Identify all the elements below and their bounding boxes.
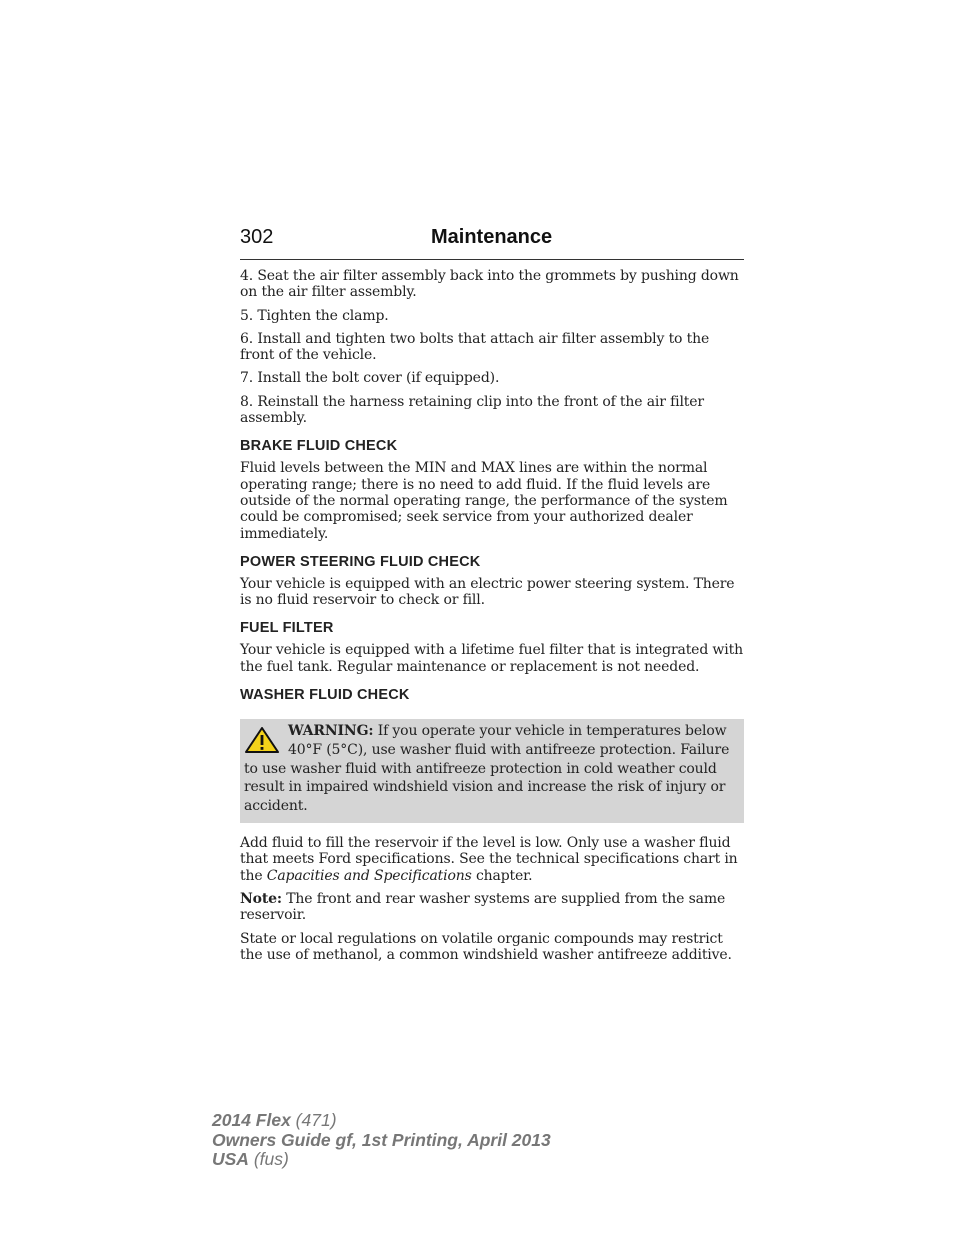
add-fluid-post: chapter. xyxy=(471,867,533,884)
footer-model-line xyxy=(212,1111,551,1131)
fuel-filter-heading: FUEL FILTER xyxy=(240,620,334,637)
footer-region-code: (fus) xyxy=(248,1149,289,1169)
footer-region: USA xyxy=(212,1149,249,1169)
page-header xyxy=(240,226,744,260)
footer-model-code: (471) xyxy=(290,1110,337,1130)
step-6: 6. Install and tighten two bolts that attach air filter assembly to the front of the vehicle. xyxy=(240,330,710,364)
footer-model: 2014 Flex xyxy=(212,1110,291,1130)
power-steering-heading: POWER STEERING FLUID CHECK xyxy=(240,553,481,570)
footer-region-line xyxy=(212,1150,551,1170)
step-5: 5. Tighten the clamp. xyxy=(240,307,389,324)
step-8: 8. Reinstall the harness retaining clip into the front of the air filter assembly. xyxy=(240,393,704,427)
brake-fluid-heading: BRAKE FLUID CHECK xyxy=(240,438,398,455)
fuel-filter-text: Your vehicle is equipped with a lifetime fuel filter that is integrated with the fuel tank. Regular maintenance or replacement is not needed. xyxy=(240,642,743,675)
warning-box xyxy=(240,719,744,823)
manual-page xyxy=(240,226,744,970)
warning-triangle-icon xyxy=(244,726,280,754)
add-fluid-pre: Add fluid to fill the reservoir if the level is low. Only use a washer fluid that meets Ford specifications. See the technical specifications chart in the xyxy=(240,835,738,884)
page-content xyxy=(240,268,744,963)
page-footer xyxy=(212,1111,551,1170)
warning-text xyxy=(244,722,739,816)
section-title: Maintenance xyxy=(431,226,553,248)
footer-guide: Owners Guide gf, 1st Printing, April 2013 xyxy=(212,1129,551,1150)
washer-fluid-heading: WASHER FLUID CHECK xyxy=(240,687,410,704)
add-fluid-text xyxy=(240,835,744,884)
warning-body: If you operate your vehicle in temperatures below 40°F (5°C), use washer fluid with antifreeze protection. Failure to use washer fluid with antifreeze protection in cold weather could result in impaired windshield vision and increase the risk of injury or accident. xyxy=(244,723,730,815)
warning-label: WARNING: xyxy=(288,723,374,740)
step-7: 7. Install the bolt cover (if equipped). xyxy=(240,370,500,387)
note-label: Note: xyxy=(240,890,282,907)
note-text xyxy=(240,891,744,924)
page-number: 302 xyxy=(240,226,274,248)
power-steering-text: Your vehicle is equipped with an electric power steering system. There is no fluid reservoir to check or fill. xyxy=(240,575,735,609)
step-4: 4. Seat the air filter assembly back into the grommets by pushing down on the air filter assembly. xyxy=(240,268,739,301)
brake-fluid-text: Fluid levels between the MIN and MAX lines are within the normal operating range; there is no need to add fluid. If the fluid levels are outside of the normal operating range, the performance of the system could be compromised; seek service from your authorized dealer immediately. xyxy=(240,460,728,542)
note-body: The front and rear washer systems are supplied from the same reservoir. xyxy=(240,890,726,924)
capacities-reference: Capacities and Specifications xyxy=(266,867,472,884)
regulations-text: State or local regulations on volatile organic compounds may restrict the use of methanol, a common windshield washer antifreeze additive. xyxy=(240,930,732,963)
